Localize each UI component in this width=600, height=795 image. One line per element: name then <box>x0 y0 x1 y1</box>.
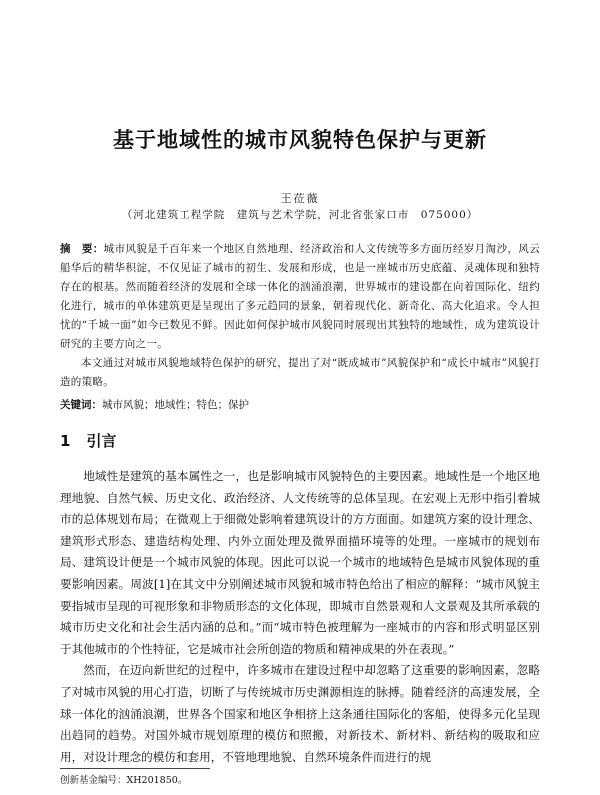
keywords-text: 城市风貌；地域性；特色；保护 <box>102 399 249 411</box>
body-paragraph-1: 地域性是建筑的基本属性之一，也是影响城市风貌特色的主要因素。地域性是一个地区地理地貌、自然气候、历史文化、政治经济、人文传统等的总体呈现。在宏观上无形中指引着城市的总体规划布局；在微观上于细微处影响着建筑设计的方方面面。如建筑方案的设计理念、建筑形式形态、建造结构处理、内外立面处理及微界面描环境等的处理。一座城市的规划布局、建筑设计便是一个城市风貌的体现。因此可以说一个城市的地域特色是城市风貌体现的重要影响因素。周波[1]在其文中分别阐述城市风貌和城市特色给出了相应的解释：“城市风貌主要指城市呈现的可视形象和非物质形态的文化体现，即城市自然景观和人文景观及其所承载的城市历史文化和社会生活内涵的总和。”而“城市特色被理解为一座城市的内容和形式明显区别于其他城市的个性特征，它是城市社会所创造的物质和精神成果的外在表现。” <box>60 469 540 656</box>
footnote-rule <box>60 768 210 769</box>
section-title: 引言 <box>86 432 117 450</box>
abstract-block <box>60 240 540 392</box>
paper-title: 基于地域性的城市风貌特色保护与更新 <box>113 128 487 152</box>
section-number: 1 <box>60 432 71 450</box>
body-text <box>60 466 540 768</box>
author-name: 王莅薇 <box>280 192 320 205</box>
footnote: 创新基金编号：XH201850。 <box>60 775 188 786</box>
abstract-text-1: 城市风貌是千百年来一个地区自然地理、经济政治和人文传统等多方面历经岁月淘沙，风云船华后的精华积淀，不仅见证了城市的初生、发展和形成，也是一座城市历史底蕴、灵魂体现和独特存在的根基。然而随着经济的发展和全球一体化的汹涌浪潮，世界城市的建设都在向着国际化、纽约化进行，城市的单体建筑更是呈现出了多元趋同的景象，朝着现代化、新奇化、高大化追求。令人担忧的“千城一面”如今已数见不鲜。因此如何保护城市风貌同时展现出其独特的地域性，成为建筑设计研究的主要方向之一。 <box>60 243 541 350</box>
keywords-line <box>60 397 540 412</box>
body-paragraph-2: 然而，在迈向新世纪的过程中，许多城市在建设过程中却忽略了这重要的影响因素，忽略了对城市风貌的用心打造，切断了与传统城市历史渊源相连的脉搏。随着经济的高速发展，全球一体化的汹涌浪潮，世界各个国家和地区争相挤上这条通往国际化的客船，使得多元化呈现出趋同的趋势。对国外城市规划原理的模仿和照搬，对新技术、新材料、新结构的吸取和应用，对设计理念的模仿和套用，不管地理地貌、自然环境条件而进行的规 <box>60 663 540 764</box>
author-affiliation: （河北建筑工程学院 建筑与艺术学院，河北省张家口市 075000） <box>121 209 479 221</box>
abstract-label: 摘 要： <box>60 243 104 255</box>
abstract-paragraph-2: 本文通过对城市风貌地域特色保护的研究，提出了对“既成城市”风貌保护和“成长中城市”风貌打造的策略。 <box>60 357 540 388</box>
keywords-label: 关键词： <box>60 399 102 411</box>
abstract-paragraph-1 <box>60 240 540 354</box>
section-heading <box>60 430 116 451</box>
